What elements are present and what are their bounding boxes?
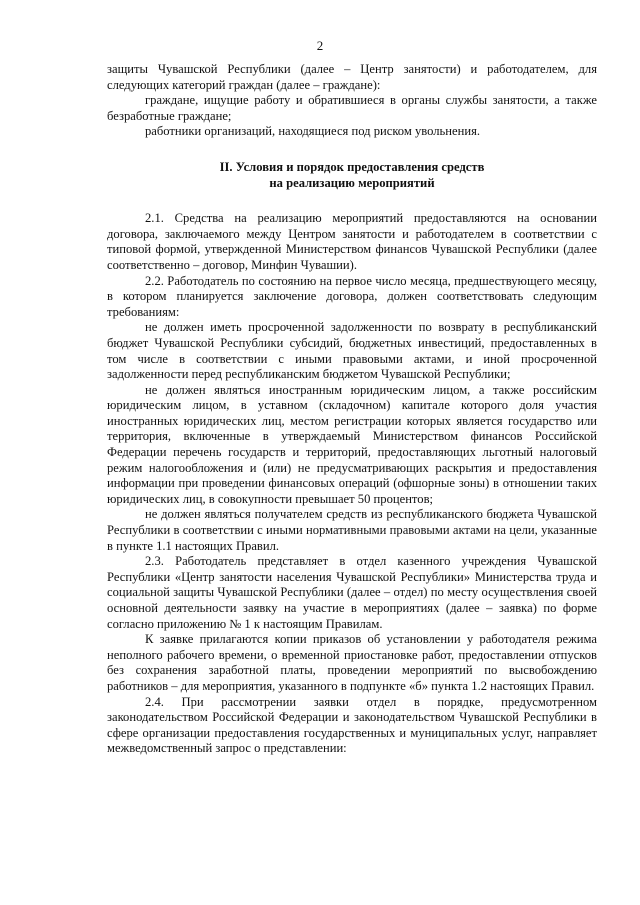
intro-paragraph-2: граждане, ищущие работу и обратившиеся в органы службы занятости, а также безработные граждане;: [107, 93, 597, 123]
paragraph-attachments: К заявке прилагаются копии приказов об установлении у работодателя режима неполного рабочего времени, о временной приостановке работ, предоставлении отпусков без сохранения заработной платы, проведении мероприятий по высвобождению работников – для мероприятия, указанного в подпункте «б» пункта 1.2 настоящих Правил.: [107, 632, 597, 693]
requirement-not-foreign: не должен являться иностранным юридическим лицом, а также российским юридическим лицом, в уставном (складочном) капитале которого доля участия иностранных юридических лиц, местом регистрации которых является государство или территория, включенные в утверждаемый Министерством финансов Российской Федерации перечень государств и территорий, предоставляющих льготный налоговый режим налогообложения и (или) не предусматривающих раскрытия и предоставления информации при проведении финансовых операций (офшорные зоны) в отношении таких юридических лиц, в совокупности превышает 50 процентов;: [107, 382, 597, 506]
requirement-no-debt: не должен иметь просроченной задолженности по возврату в республиканский бюджет Чувашской Республики субсидий, бюджетных инвестиций, предоставленных в том числе в соответствии с иными правовыми актами, и иной просроченной задолженности перед республиканским бюджетом Чувашской Республики;: [107, 320, 597, 382]
section-heading-line-2: на реализацию мероприятий: [269, 175, 435, 190]
section-heading: [107, 160, 597, 191]
section-heading-line-1: II. Условия и порядок предоставления средств: [219, 159, 485, 174]
requirement-not-recipient: не должен являться получателем средств из республиканского бюджета Чувашской Республики в соответствии с иными нормативными правовыми актами на цели, указанные в пункте 1.1 настоящих Правил.: [107, 507, 597, 553]
paragraph-2-3: 2.3. Работодатель представляет в отдел казенного учреждения Чувашской Республики «Центр занятости населения Чувашской Республики» Министерства труда и социальной защиты Чувашской Республики (далее – отдел) по месту осуществления своей основной деятельности заявку на участие в мероприятиях (далее – заявка) по форме согласно приложению № 1 к настоящим Правилам.: [107, 554, 597, 631]
document-body: [107, 62, 597, 757]
intro-paragraph-1: защиты Чувашской Республики (далее – Центр занятости) и работодателем, для следующих категорий граждан (далее – граждане):: [107, 62, 597, 92]
intro-paragraph-3: работники организаций, находящиеся под риском увольнения.: [145, 124, 481, 139]
page-number: 2: [316, 38, 324, 53]
paragraph-2-1: 2.1. Средства на реализацию мероприятий предоставляются на основании договора, заключаемого между Центром занятости и работодателем в соответствии с типовой формой, утвержденной Министерством финансов Чувашской Республики (далее соответственно – договор, Минфин Чувашии).: [107, 211, 597, 272]
paragraph-2-2: 2.2. Работодатель по состоянию на первое число месяца, предшествующего месяцу, в котором планируется заключение договора, должен соответствовать следующим требованиям:: [107, 273, 597, 319]
paragraph-2-4: 2.4. При рассмотрении заявки отдел в порядке, предусмотренном законодательством Российской Федерации и законодательством Чувашской Республики в сфере организации предоставления государственных и муниципальных услуг, направляет межведомственный запрос о представлении:: [107, 694, 597, 756]
